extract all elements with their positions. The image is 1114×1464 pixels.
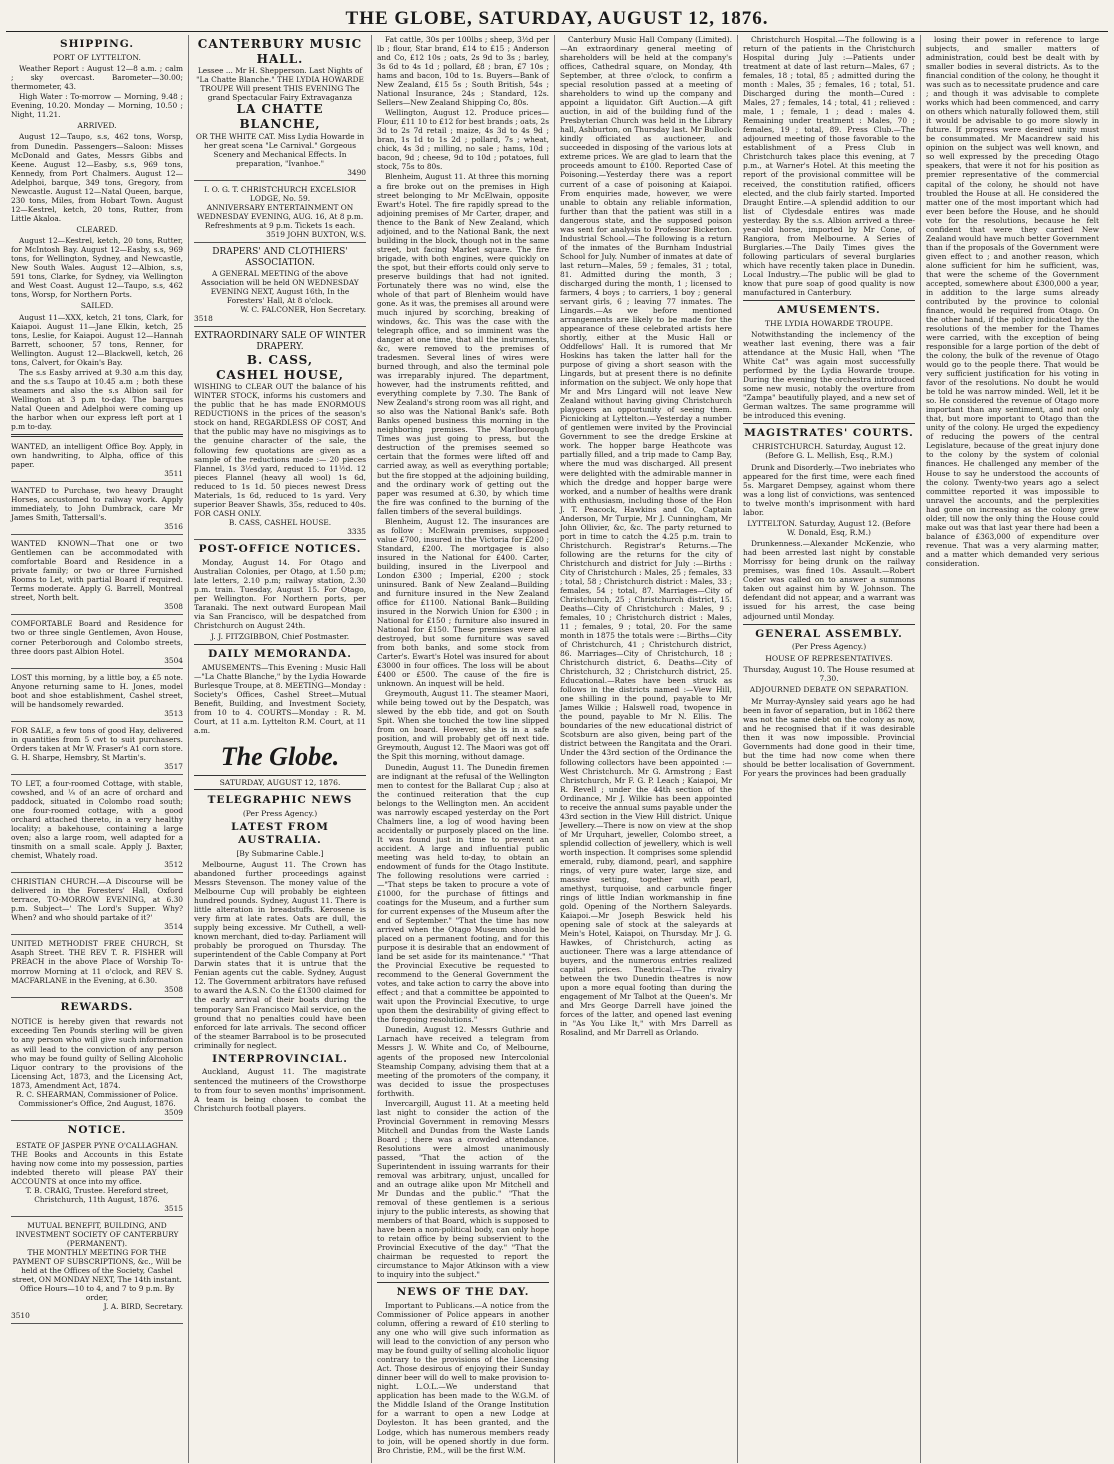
mutual-sign: J. A. BIRD, Secretary. — [103, 1302, 183, 1312]
ad-text: WANTED to Purchase, two heavy Draught Horses, accustomed to railway work. Apply immediately, to John Dumbrack, care Mr James Smith, Tattersall's. — [11, 486, 183, 523]
amusements-heading: AMUSEMENTS. — [777, 303, 881, 316]
mutual-title: MUTUAL BENEFIT, BUILDING, AND INVESTMENT SOCIETY OF CANTERBURY (PERMANENT). — [15, 1220, 179, 1248]
telegraphic-heading: TELEGRAPHIC NEWS — [207, 794, 353, 807]
cass-sign: B. CASS, CASHEL HOUSE. — [228, 517, 332, 527]
article-text: Fat cattle, 30s per 100lbs ; sheep, 3½d per lb ; flour, Star brand, £14 to £15 ; Anderson and Co, £12 10s ; oats, 2s 9d to 3s ; barley, 3s 6d to 4s 1d ; pollard, £8 ; bran, £7 10s ; hams and bacon, 10d to 1s. Buyers—Bank of New Zealand, £15 5s ; South British, 54s ; National Insurance, 24s ; Standard, 12s. Sellers—New Zealand Shipping Co, 80s. — [377, 35, 549, 108]
notice-heading: NOTICE. — [67, 1123, 127, 1136]
rewards-heading: REWARDS. — [60, 1000, 134, 1013]
anniversary-sign: 3519 JOHN BUXTON, W.S. — [266, 229, 366, 239]
article-text: Blenheim, August 11. At three this morning a fire broke out on the premises in High street belonging to Mr McElwain, opposite Ewart's Hotel. The fire rapidly spread to the adjoining premises of Mr Carter, draper, and thence to the Bank of New Zealand, which adjoined, and to the National Bank, the next building in the block, though not in the same street, but facing Market square. The fire brigade, with both engines, were quickly on the spot, but their efforts could only serve to preserve buildings that had not ignited. Fortunately there was no wind, else the whole of that part of Blenheim would have gone. As it was, the premises all around were much injured by scorching, breaking of windows, &c. This was the case with the telegraph office, and so imminent was the danger at one time, that all the instruments, &c, were removed to the premises of tradesmen. Several lines of wires were burned through, and also the terminal pole was irreparably injured. The department, however, had the instruments refitted, and everything complete by 7.30. The Bank of New Zealand's strong room was all right, and so also was the National Bank's safe. Both Banks opened business this morning in the neighboring premises. The Marlborough Times was just going to press, but the destruction of the premises seemed so certain that the formes were lifted off and carried away, as well as everything portable; but the fire stopped at the adjoining building, and the ordinary work of getting out the paper was resumed at 6.30, by which time the fire was confined to the burning of the fallen timbers of the several buildings. — [377, 172, 549, 516]
lyttelton-court: LYTTELTON. Saturday, August 12. (Before W. Donald, Esq, R.M.) — [747, 518, 911, 537]
article-text: Wellington, August 12. Produce prices—Flour, £11 10 to £12 for best brands ; oats, 2s 3d to 2s 7d retail ; maize, 4s 3d to 4s 9d ; bran, 1s 1d to 1s 2d ; pollard, 7s ; wheat, chick, 4s 3d ; milling, no sale ; hams, 10d ; bacon, 9d ; cheese, 9d to 10d ; potatoes, full stock, 75s to 80s. — [377, 108, 549, 172]
shipping-heading: SHIPPING. — [60, 38, 134, 50]
cleared-text: August 12—Kestrel, ketch, 20 tons, Rutter, for McIntosh Bay. August 12—Easby, s.s, 969 tons, for Wellington, Sydney, and Newcastle, New South Wales. August 12—Albion, s.s, 591 tons, Clarke, for Sydney, via Wellington and West Coast. August 12—Taupo, s.s, 462 tons, Worsp, for Northern Ports. — [11, 236, 183, 300]
ad-text: TO LET, a four-roomed Cottage, with stable, cowshed, and ¼ of an acre of orchard and paddock, situated in Colombo road south; one four-roomed cottage, with a good orchard attached thereto, in a very healthy locality; a bakehouse, containing a large oven; also a large room, well adapted for a tinsmith on a small scale. Apply J. Baxter, chemist, Whately road. — [11, 778, 183, 861]
amusements-text: Notwithstanding the inclemency of the weather last evening, there was a fair attendance at the Music Hall, when "The White Cat" was again most successfully performed by the Lydia Howarde troupe. During the evening the orchestra introduced some new music, notably the overture from "Zampa" beautifully played, and a new set of German waltzes. The same programme will be introduced this evening. — [743, 329, 915, 421]
daily-memoranda-text: AMUSEMENTS—This Evening : Music Hall—"La Chatte Blanche," by the Lydia Howarde Burlesque Troupe, at 8. MEETING—Monday : Society's Offices, Cashel Street—Mutual Benefit, Building, and Investment Society, from 10 to 4. COURTS—Monday : R. M. Court, at 11 a.m. Lyttelton R.M. Court, at 11 a.m. — [194, 662, 366, 736]
rewards-ad — [11, 1015, 183, 1120]
house-heading: HOUSE OF REPRESENTATIVES. — [765, 653, 893, 663]
house-date: Thursday, August 10. The House resumed at 7.30. — [743, 664, 915, 684]
port-heading: PORT OF LYTTELTON. — [53, 52, 141, 62]
ad-number: 3510 — [11, 1311, 30, 1321]
latest-heading: LATEST FROM AUSTRALIA. — [231, 821, 329, 846]
article-text: Canterbury Music Hall Company (Limited).—An extraordinary general meeting of shareholders will be held at the company's offices, Cathedral square, on Monday, 4th September, at three o'clock, to confirm a special resolution passed at a meeting of shareholders to wind up the company and appoint a liquidator. Gift Auction.—A gift auction, in aid of the building fund of the Presbyterian Church was held in the Library hall, Ashburton, on Thursday last. Mr Bullock kindly officiated as auctioneer, and succeeded in disposing of the various lots at extreme prices. We are glad to learn that the proceeds amount to £100. Reported Case of Poisoning.—Yesterday there was a report current of a case of poisoning at Kaiapoi. From enquiries made, however, we were unable to obtain any reliable information, further than that the patient was still in a dangerous state, and the supposed poison was sent for analysis to Professor Bickerton. Industrial School.—The following is a return of the inmates of the Burnham Industrial School for July. Number of inmates at date of last return—Males, 59 ; females, 31 ; total, 81. Admitted during the month, 3 ; discharged during the month, 1 ; licensed to farmers, 4 boys ; to carriers, 1 boy ; general servant girls, 6 ; leaving 77 inmates. The Lingards.—As we before mentioned arrangements are likely to be made for the appearance of these celebrated artists here shortly, either at the Music Hall or Oddfellows' Hall. It is rumored that Mr Hoskins has taken the latter hall for the purpose of giving a short season with the Lingards, but at present there is no definite information on the subject. We only hope that Mr and Mrs Lingard will not leave New Zealand without having giving Christchurch playgoers an opportunity of seeing them. Picnicking at Lyttelton.—Yesterday a number of gentlemen were invited by the Provincial Government to see the dredge Erskine at work. The hopper barge Heathcote was partially filled, and a trip made to Camp Bay, where the mud was discharged. All present were delighted with the admirable manner in which the dredge and hopper barge were worked, and a number of healths were drank with enthusiasm, including those of the Hon J. T. Peacock, Hawkins and Co, Captain Anderson, Mr Turpie, Mr J. Cunningham, Mr John Ollivier, &c, &c. The party returned to port in time to catch the 4.25 p.m. train to Christchurch. Registrar's Returns.—The following are the returns for the city of Christchurch and district for July :—Births : City of Christchurch : Males, 25 ; females, 33 ; total, 58 ; Christchurch district : Males, 33 ; females, 54 ; total, 87. Marriages—City of Christchurch, 25 ; Christchurch district, 15. Deaths—City of Christchurch : Males, 9 ; females, 10 ; Christchurch district : Males, 11 ; females, 9 ; total, 20. For the same month in 1875 the totals were :—Births—City of Christchurch, 41 ; Christchurch district, 86. Marriages—City of Christchurch, 18 ; Christchurch district, 6. Deaths—City of Christchurch, 32 ; Christchurch district, 25. Educational.—Rates have been struck as follows in the districts named :—View Hill, one shilling in the pound, payable to Mr James Wilkie ; Halswell road, twopence in the pound, payable to Mr N. Ellis. The boundaries of the new educational district of Scotsburn are also given, being part of the district between the Rangitata and the Orari. Under the 43rd section of the Ordinance the following collectors have been appointed :—West Christchurch. Mr G. Armstrong ; East Christchurch, Mr F. G. P. Leach ; Kaiapoi, Mr R. Revell ; under the 44th section of the Ordinance, Mr J. Wilkie has been appointed to receive the annual sums payable under the 43rd section in the View Hill district. Unique Jewellery.—There is now on view at the shop of Mr Urquhart, jeweller, Colombo street, a splendid collection of jewellery, which is well worth inspection. It comprises some splendid emerald, ruby, diamond, pearl, and sapphire rings, of very pure water, large size, and massive setting, together with pearl, amethyst, turquoise, and carbuncle finger rings of little Indian workmanship in fine gold. Opening of the Northern Saleyards. Kaiapoi.—Mr Joseph Beswick held his opening sale of stock at the saleyards at Mein's Hotel, Kaiapoi, on Thursday. Mr J. G. Hawkes, of Christchurch, acting as auctioneer. There was a large attendance of buyers, and the numerous entries realized capital prices. Theatrical.—The rivalry between the two Dunedin theatres is now upon a more equal footing than during the engagement of Mr Talbot at the Queen's. Mr and Mrs George Darrell have joined the forces of the latter, and opened last evening in "As You Like It," with Mrs Darrell as Rosalind, and Mr Darrell as Orlando. — [560, 35, 732, 1038]
assembly-text: Mr Murray-Aynsley said years ago he had been in favor of separation, but in 1862 there was not the same debt on the colony as now, and he recognised that if it was desirable then it was now impossible. Provincial Governments had done good in their time, but the time had now come when there should be better localisation of Government. For years the provinces had been gradually — [743, 696, 915, 778]
drapers-sign: W. C. FALCONER, Hon Secretary. — [240, 305, 366, 315]
masthead: THE GLOBE, SATURDAY, AUGUST 12, 1876. — [6, 6, 1108, 32]
notice-sign: T. B. CRAIG, Trustee. Hereford street, Christchurch, 11th August, 1876. — [25, 1185, 169, 1204]
article-text: losing their power in reference to large subjects, and smaller matters of administration, could best be dealt with by smaller bodies in several districts. As to the financial condition of the colony, he thought it was such as to necessitate prudence and care ; and though it was advisable to complete works which had been commenced, and carry on others which naturally followed them, still it would be advisable to go more slowly in future. If progress were desired unity must be consummated. Mr Macandrew said his opinion on the subject was well known, and so well expressed by the preceding Otago speakers, that were it not for his position as premier representative of the commercial capital of the colony, he should not have troubled the House at all. He considered the matter one of the most important which had ever been before the House, and he should vote for the resolutions, because he felt confident that were they carried New Zealand would have much better Government than if the proposals of the Government were given effect to ; and another reason, which alone sufficient for him he sufficient, was, that were the scheme of the Government accepted, somewhere about £300,000 a year, in addition to the large sums already contributed by the province to colonial finance, would be required from Otago. On the other hand, if the policy indicated by the resolutions of the member for the Thames were carried, with the exception of being responsible for a large portion of the debt of the colony, the bulk of the revenue of Otago would go to the people there. That would be very sufficient justification for his voting in favor of the resolutions. No doubt he would be told he was narrow minded. Well, let it be so. He considered the revenue of Otago more important than any sentiment, and not only that, but more important to Otago than the unity of the colony. He urged the expediency of reducing the powers of the central Legislature, because of the great injury done to the colony by the system of colonial finances. He challenged any member of the House to say he understood the accounts of the colony. Twenty-two years ago a select committee reported it was impossible to unravel the accounts, and the perplexities had gone on increasing as the colony grew older, till now the only thing the House could make out was that last year there had been a balance of £363,000 of expenditure over revenue. That was a very alarming matter, and a matter which demanded very serious consideration. — [926, 35, 1099, 568]
notice-text: THE Books and Accounts in this Estate having now come into my possession, parties indebted thereto will please PAY their ACCOUNTS at once into my office. — [11, 1149, 183, 1186]
daily-memoranda-heading: DAILY MEMORANDA. — [208, 648, 352, 661]
magistrates-heading: MAGISTRATES' COURTS. — [744, 427, 914, 440]
court-text: Drunk and Disorderly.—Two inebriates who appeared for the first time, were each fined 5s. Margaret Dempsey, against whom there was a long list of convictions, was sentenced to twelve month's imprisonment with hard labor. — [743, 462, 915, 517]
divider — [743, 624, 915, 625]
article-text: Dunedin, August 11. The Dunedin firemen are indignant at the refusal of the Wellington men to contest for the Ballarat Cup ; also at the continued reiteration that the cup belongs to the Wellington men. An accident was narrowly escaped yesterday on the Port Chalmers line, a log of wood having been accidentally or purposely placed on the line. It was found just in time to prevent an accident. A large and influential public meeting was held to-day, to obtain an endowment of funds for the Otago Institute. The following resolutions were carried :—"That steps be taken to procure a vote of £1000, for the purchase of fittings and coatings for the Museum, and a further sum for current expenses of the Museum after the end of September." "That the time has now arrived when the Otago Museum should be placed on a permanent footing, and for this purpose it is desirable that an endowment of land be set aside for its maintenance." "That the Provincial Executive be requested to recommend to the General Government the votes, and take action to carry the above into effect ; and that a committee be appointed to wait upon the Provincial Executive, to urge upon them the desirability of giving effect to the foregoing resolutions." — [377, 762, 549, 1025]
divider — [743, 300, 915, 301]
troupe-heading: THE LYDIA HOWARDE TROUPE. — [764, 318, 894, 328]
globe-date: SATURDAY, AUGUST 12, 1876. — [194, 775, 366, 790]
weather-report: Weather Report : August 12—8 a.m. ; calm ; sky overcast. Barometer—30.00; thermometer, 43. — [11, 64, 183, 92]
classified-ad — [11, 875, 183, 935]
news-text: Important to Publicans.—A notice from the Commissioner of Police appears in another column, offering a reward of £10 sterling to any one who will give such information as will lead to the conviction of any person who may be found guilty of selling alcoholic liquor contrary to the provisions of the Licensing Act. Those desirous of enjoying their Sunday dinner beer will do well to make provision to-night. L.O.L.—We understand that application has been made to the W.G.M. of the Middle Island of the Orange Institution for a warrant to open a new Lodge at Doyleston. It has been granted, and the Lodge, which has numerous members ready to join, will be opened shortly in due form. Bro Christie, P.M., will be the first W.M. — [377, 1301, 549, 1455]
anniversary-text: ANNIVERSARY ENTERTAINMENT ON WEDNESDAY EVENING, AUG. 16, At 8 p.m. Refreshments at 9 p.m. Tickets 1s each. — [196, 202, 364, 230]
columns — [6, 35, 1108, 1463]
chatte-sub: OR THE WHITE CAT. Miss Lydia Howarde in her great scena "Le Carnival." Gorgeous Scenery and Mechanical Effects. In preparation, "Ivanhoe." — [195, 131, 365, 168]
arrived-text: August 12—Taupo, s.s, 462 tons, Worsp, from Dunedin. Passengers—Saloon: Misses McDonald and Gates, Messrs Gibbs and Keene. August 12—Easby, s.s, 969 tons, Kennedy, from Port Chalmers. August 12—Adelphoi, barque, 349 tons, Gregory, from Newcastle. August 12—Natal Queen, barque, 230 tons, Miles, from Hobart Town. August 12—Kestrel, ketch, 20 tons, Rutter, from Little Akaloa. — [11, 132, 183, 223]
ad-text: FOR SALE, a few tons of good Hay, delivered in quantities from 5 cwt to suit purchasers. Orders taken at Mr W. Fraser's A1 corn store. G. H. Sharpe, Hemsbry, St Martin's. — [11, 725, 183, 762]
ad-number: 3518 — [194, 314, 213, 324]
cass-ad — [194, 329, 366, 540]
classified-ad — [11, 617, 183, 668]
article-text: Dunedin, August 12. Messrs Guthrie and Larnach have received a telegram from Messrs J. W. White and Co, of Melbourne, agents of the proposed new Intercolonial Steamship Company, advising them that at a meeting of the promoters of the company, it was decided to issue the prospectuses forthwith. — [377, 1025, 549, 1098]
telegraphic-text: Melbourne, August 11. The Crown has abandoned further proceedings against Messrs Stevenson. The money value of the Melbourne Cup will probably be eighteen hundred pounds. Sydney, August 11. There is little alteration in breadstuffs. Kerosene is very firm at late rates. Oats are dull, the supply being excessive. Mr Cuthell, a well-known merchant, died to-day. Parliament will probably be prorogued on Thursday. The superintendent of the Cable Company at Port Darwin states that it is untrue that the Fenian agents cut the cable. Sydney, August 12. The Government arbitrators have refused to award the A.S.N. Co the £1300 claimed for the early arrival of their boats during the temporary San Francisco Mail service, on the ground that no penalties could have been enforced for late arrivals. The second officer of the steamer Barrabool is to be prosecuted criminally for neglect. — [194, 860, 366, 1050]
drapers-title: DRAPERS' AND CLOTHIERS' ASSOCIATION. — [212, 246, 348, 268]
cass-text: WISHING to CLEAR OUT the balance of his WINTER STOCK, informs his customers and the public that he has made ENORMOUS REDUCTIONS in the prices of the season's stock on hand, REGARDLESS OF COST, And that the public may have no misgivings as to the genuine character of the sale, the following few quotations are given as a sample of the reductions made :— 20 pieces Flannel, 1s 3½d yard, reduced to 11½d. 12 pieces Flannel (heavy all wool) 1s 6d, reduced to 1s 1d. 50 pieces newest Dress Materials, 1s 6d, reduced to 1s yard. Very superior Beaver Shawls, 35s, reduced to 40s. FOR CASH ONLY. — [194, 382, 366, 518]
ad-text: COMFORTABLE Board and Residence for two or three single Gentlemen, Avon House, corner Peterborough and Colombo streets, three doors past Albion Hotel. — [11, 619, 183, 656]
article-text: Invercargill, August 11. At a meeting held last night to consider the action of the Provincial Government in removing Messrs Mitchell and Dundas from the Waste Lands Board ; there was a crowded attendance. Resolutions were almost unanimously passed, "That the action of the Superintendent in issuing warrants for their removal was arbitrary, unjust, uncalled for and an outrage alike upon Mr Mitchell and Mr Dundas and the public." "That the removal of these gentlemen is a serious injury to the public interests, as showing that members of that Board, which is supposed to have been a non-political body, can only hope to retain office by being subservient to the Provincial Executive of the day." "That the chairman be requested to report the circumstance to Major Atkinson with a view to inquiry into the subject." — [377, 1098, 549, 1280]
sailed-label: SAILED. — [80, 301, 114, 311]
classified-ad — [11, 484, 183, 535]
column-1 — [6, 35, 189, 1463]
article-text: Christchurch Hospital.—The following is a return of the patients in the Christchurch Hospital during July :—Patients under treatment at date of last return—Males, 67 ; females, 18 ; total, 85 ; admitted during the month : Males, 35 ; females, 16 ; total, 51. Discharged during the month—Cured : Males, 27 ; females, 14 ; total, 41 ; relieved : male, 1 ; female, 1 ; dead : males 4. Remaining under treatment : Males, 70 ; females, 19 ; total, 89. Press Club.—The adjourned meeting of those favorable to the establishment of a Press Club in Christchurch takes place this evening, at 7 p.m., at Warner's Hotel. At this meeting the report of the provisional committee will be received, the constitution ratified, officers elected, and the club fairly started. Imported Draught Entire.—A splendid addition to our list of Clydesdale entires was made yesterday. By the s.s. Albion arrived a three-year-old horse, imported by Mr Cone, of Rangiora, from Melbourne. A Series of Burglaries.—The Daily Times gives the following particulars of several burglaries which have recently taken place in Dunedin. Local Industry.—The public will be glad to know that pure soap of good quality is now manufactured in Canterbury. — [743, 35, 915, 297]
classified-ad — [11, 724, 183, 775]
sailed-text: August 11—XXX, ketch, 21 tons, Clark, for Kaiapoi. August 11—Jane Elkin, ketch, 25 tons, Leslie, for Kaiapoi. August 12—Hannah Barrett, schooner, 57 tons, Renner, for Wellington. August 12—Blackwell, ketch, 26 tons, Calvert, for Okain's Bay. — [11, 312, 183, 367]
ad-text: UNITED METHODIST FREE CHURCH, St Asaph Street. THE REV T. R. FISHER will PREACH in the above Place of Worship To-morrow Morning at 11 o'clock, and REV S. MACFARLANE in the Evening, at 6.30. — [11, 939, 183, 985]
column-6 — [921, 35, 1104, 1463]
ad-number: 3515 — [164, 1203, 183, 1213]
post-office-sign: J. J. FITZGIBBON, Chief Postmaster. — [210, 631, 350, 641]
ad-number: 3335 — [347, 526, 366, 536]
rewards-text: NOTICE is hereby given that rewards not exceeding Ten Pounds sterling will be given to any person who will give such information as will lead to the conviction of any person who may be found guilty of Selling Alcoholic Liquor contrary to the provisions of the Licensing Act, 1873, and the Licensing Act, 1873, Amendment Act, 1874. — [11, 1017, 183, 1090]
music-hall-ad — [194, 35, 366, 181]
notice-ad — [11, 1139, 183, 1217]
drapers-ad — [194, 245, 366, 327]
divider — [743, 423, 915, 424]
press-agency: (Per Press Agency.) — [242, 808, 318, 818]
debate-heading: ADJOURNED DEBATE ON SEPARATION. — [749, 685, 909, 695]
rewards-sign: R. C. SHEARMAN, Commissioner of Police. Commissioner's Office, 2nd August, 1876. — [16, 1089, 178, 1108]
mutual-ad — [11, 1219, 183, 1324]
post-office-heading: POST-OFFICE NOTICES. — [198, 542, 362, 555]
high-water: High Water : To-morrow — Morning, 9.48 ; Evening, 10.20. Monday — Morning, 10.50 ; Night, 11.21. — [11, 92, 183, 120]
iogt-ad — [194, 183, 366, 243]
ad-number: 3517 — [164, 761, 183, 771]
globe-title: The Globe. — [220, 742, 340, 772]
classified-ad — [11, 671, 183, 722]
ad-number: 3511 — [164, 469, 183, 479]
divider — [377, 1282, 549, 1283]
ad-number: 3508 — [164, 984, 183, 994]
column-5 — [738, 35, 921, 1463]
classified-ad — [11, 537, 183, 615]
news-of-the-day-heading: NEWS OF THE DAY. — [396, 1286, 530, 1299]
ad-text: WANTED KNOWN—That one or two Gentlemen can be accommodated with comfortable Board and Residence in a private family; or two or three Furnished Rooms to Let, with partial Board if required. Terms moderate. Apply G. Barrell, Montreal street, North belt. — [11, 539, 183, 603]
cass-house: CASHEL HOUSE, — [216, 367, 344, 382]
iogt-title: I. O. G. T. CHRISTCHURCH EXCELSIOR LODGE, No. 59. — [204, 184, 356, 203]
cass-name: B. CASS, — [246, 353, 314, 368]
arrived-label: ARRIVED. — [77, 121, 117, 131]
interprovincial-text: Auckland, August 11. The magistrate sentenced the mutineers of the Crowsthorpe to from four to seven months' imprisonment. A team is being chosen to combat the Christchurch football players. — [194, 1067, 366, 1113]
chatte-title: LA CHATTE BLANCHE, — [236, 102, 324, 131]
ad-number: 3512 — [164, 860, 183, 870]
ad-number: 3490 — [347, 167, 366, 177]
notice-sub: ESTATE OF JASPER PYNE O'CALLAGHAN. — [15, 1140, 179, 1150]
ad-number: 3509 — [164, 1107, 183, 1117]
divider — [194, 644, 366, 645]
divider — [11, 434, 183, 437]
ad-text: LOST this morning, by a little boy, a £5 note. Anyone returning same to H. Jones, model boot and shoe establishment, Cashel street, will be handsomely rewarded. — [11, 672, 183, 709]
classified-ad — [11, 937, 183, 997]
christchurch-court: CHRISTCHURCH. Saturday, August 12. (Before G. L. Mellish, Esq., R.M.) — [752, 442, 906, 461]
article-text: Blenheim, August 12. The insurances are as follow : McElwain premises, supposed value £700, insured in the Victoria for £200 ; Standard, £200. The mortgagee is also insured in the National for £400. Carter, building, insured in the Liverpool and London £300 ; Imperial, £200 ; stock uninsured. Bank of New Zealand—Building and furniture insured in the New Zealand office for £1100. National Bank—Building insured in the Norwich Union for £300 ; in National for £150 ; furniture also insured in National for £150. These premises were all destroyed, but some furniture was saved from both banks, and some stock from Carter's. Ewart's Hotel was insured for about £3000 in four offices. The loss will be about £400 or £500. The cause of the fire is unknown. An inquest will be held. — [377, 516, 549, 689]
ad-text: WANTED, an intelligent Office Boy. Apply, in own handwriting, to Alpha, office of this paper. — [11, 441, 183, 469]
press-agency: (Per Press Agency.) — [791, 642, 867, 652]
ad-number: 3514 — [164, 922, 183, 932]
column-3 — [372, 35, 555, 1463]
classified-ad — [11, 440, 183, 482]
cable-label: [By Submarine Cable.] — [236, 848, 324, 858]
music-hall-title: CANTERBURY MUSIC HALL. — [197, 37, 363, 66]
ad-number: 3516 — [164, 522, 183, 532]
column-2 — [189, 35, 372, 1463]
ad-number: 3508 — [164, 602, 183, 612]
ad-number: 3504 — [164, 655, 183, 665]
ad-text: CHRISTIAN CHURCH.—A Discourse will be delivered in the Foresters' Hall, Oxford terrace, TO-MORROW EVENING, at 6.30 p.m. Subject—' The Lord's Supper. Why? When? and who should partake of it?' — [11, 877, 183, 923]
column-4 — [555, 35, 738, 1463]
interprovincial-heading: INTERPROVINCIAL. — [212, 1052, 348, 1065]
drapers-text: A GENERAL MEETING of the above Association will be held ON WEDNESDAY EVENING NEXT, August 16th, In the Foresters' Hall, At 8 o'clock. — [201, 268, 359, 305]
court-text: Drunkenness.—Alexander McKenzie, who had been arrested last night by constable Morrissy for being drunk on the railway premises, was fined 10s. Assault.—Robert Coder was called on to answer a summons taken out against him by W. Johnson. The defendant did not appear, and a warrant was issued for his arrest, the case being adjourned until Monday. — [743, 539, 915, 621]
music-hall-text: Lessee ... Mr H. Shepperson. Last Nights of "La Chatte Blanche." THE LYDIA HOWARDE TROUPE Will present THIS EVENING The grand Spectacular Fairy Extravaganza — [196, 66, 364, 103]
general-assembly-heading: GENERAL ASSEMBLY. — [755, 627, 903, 640]
extraordinary-title: EXTRAORDINARY SALE OF WINTER DRAPERY. — [194, 331, 366, 353]
article-text: Greymouth, August 11. The steamer Maori, while being towed out by the Despatch, was slewed by the ebb tide, and got on South Spit. When she touched the tow line slipped from on board. However, she is in a safe position, and will probably get off next tide. Greymouth, August 12. The Maori was got off the Spit this morning, without damage. — [377, 689, 549, 762]
shipping-note: The s.s Easby arrived at 9.30 a.m this day, and the s.s Taupo at 10.45 a.m ; both these steamers and also the s.s Albion sail for Wellington at 3 p.m to-day. The barques Natal Queen and Adelphoi were coming up the harbor when our express left port at 1 p.m to-day. — [11, 367, 183, 431]
mutual-text: THE MONTHLY MEETING FOR THE PAYMENT OF SUBSCRIPTIONS, &c., Will be held at the Offices of the Society, Cashel street, ON MONDAY NEXT, The 14th instant. Office Hours—10 to 4, and 7 to 9 p.m. By order, — [12, 1247, 182, 1303]
cleared-label: CLEARED. — [76, 224, 118, 234]
post-office-text: Monday, August 14. For Otago and Australian Colonies, per Otago, at 1.50 p.m; late letters, 2.10 p.m; railway station, 2.30 p.m. train. Tuesday, August 15. For Otago, per Wellington. For Northern ports, per Taranaki. The next outward European Mail via San Francisco, will be despatched from Christchurch on August 24th. — [194, 557, 366, 630]
ad-number: 3513 — [164, 708, 183, 718]
classified-ad — [11, 777, 183, 873]
